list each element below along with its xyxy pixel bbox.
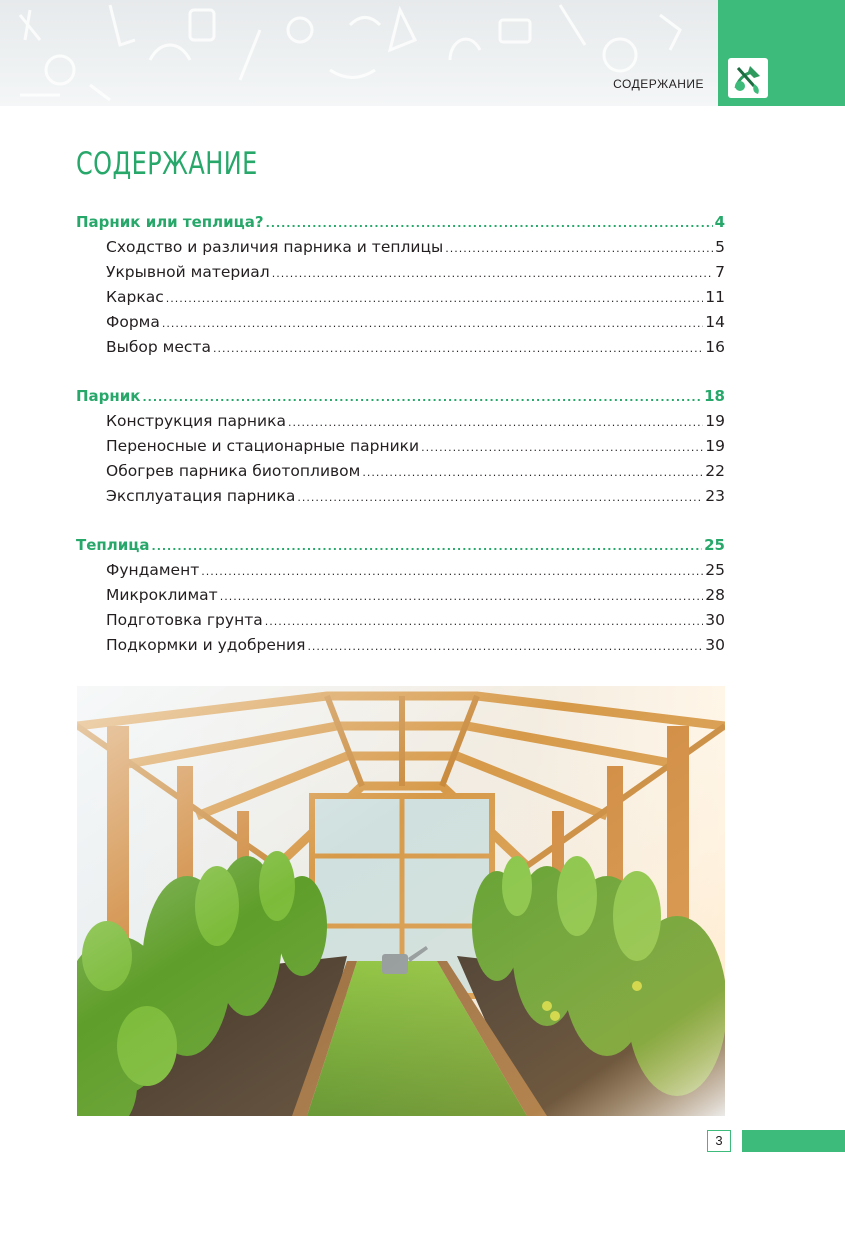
toc-section [76,536,725,661]
toc-entry-title: Подготовка грунта [106,611,263,629]
page-number: 3 [707,1130,731,1152]
garden-tools-pattern [0,0,718,106]
toc-entry-title: Конструкция парника [106,412,286,430]
toc-entry[interactable] [76,487,725,512]
toc-entry[interactable] [76,313,725,338]
toc-entry-page: 19 [705,437,725,455]
toc-entry-page: 7 [715,263,725,281]
toc-entry-page: 23 [705,487,725,505]
toc-entry-page: 19 [705,412,725,430]
toc-entry-title: Укрывной материал [106,263,270,281]
toc-entry-title: Обогрев парника биотопливом [106,462,361,480]
table-of-contents [76,213,725,685]
toc-entry-page: 5 [715,238,725,256]
dot-leader [307,640,703,653]
toc-entry[interactable] [76,263,725,288]
running-header-title: СОДЕРЖАНИЕ [613,77,704,91]
dot-leader [142,391,702,404]
toc-entry-page: 4 [714,213,725,231]
dot-leader [297,491,703,504]
toc-entry-page: 11 [705,288,725,306]
dot-leader [272,267,713,280]
toc-entry-page: 30 [705,636,725,654]
footer-accent-block [742,1130,845,1152]
toc-entry-main[interactable] [76,536,725,561]
toc-entry-title: Микроклимат [106,586,218,604]
toc-entry-title: Переносные и стационарные парники [106,437,420,455]
toc-entry-title: Форма [106,313,160,331]
toc-entry-title: Эксплуатация парника [106,487,296,505]
dot-leader [362,466,703,479]
dot-leader [266,217,713,230]
dot-leader [265,615,704,628]
toc-entry-page: 14 [705,313,725,331]
toc-entry[interactable] [76,338,725,363]
toc-entry[interactable] [76,561,725,586]
toc-entry-title: Фундамент [106,561,200,579]
toc-entry[interactable] [76,238,725,263]
toc-entry-title: Парник или теплица? [76,213,264,231]
garden-tools-icon [728,58,768,98]
toc-entry-page: 18 [704,387,725,405]
toc-entry-page: 25 [704,536,725,554]
dot-leader [421,441,703,454]
toc-section [76,387,725,512]
greenhouse-photo [77,686,725,1116]
toc-section [76,213,725,363]
toc-entry-main[interactable] [76,387,725,412]
toc-entry-title: Теплица [76,536,150,554]
dot-leader [152,540,703,553]
header-band [0,0,718,106]
toc-entry[interactable] [76,288,725,313]
toc-entry-title: Каркас [106,288,164,306]
toc-entry[interactable] [76,586,725,611]
toc-entry[interactable] [76,611,725,636]
toc-entry-title: Сходство и различия парника и теплицы [106,238,444,256]
garden-logo [728,58,768,98]
toc-entry-title: Выбор места [106,338,211,356]
toc-entry[interactable] [76,437,725,462]
dot-leader [445,242,713,255]
dot-leader [288,416,703,429]
greenhouse-illustration [77,686,725,1116]
toc-entry-page: 25 [705,561,725,579]
dot-leader [201,565,703,578]
toc-entry-title: Парник [76,387,141,405]
toc-entry-page: 16 [705,338,725,356]
toc-entry-page: 30 [705,611,725,629]
toc-entry-page: 22 [705,462,725,480]
page-title: СОДЕРЖАНИЕ [76,146,258,182]
dot-leader [162,317,703,330]
toc-entry[interactable] [76,412,725,437]
toc-entry-main[interactable] [76,213,725,238]
dot-leader [220,590,704,603]
header-accent-block [718,0,845,106]
toc-entry-page: 28 [705,586,725,604]
toc-entry-title: Подкормки и удобрения [106,636,306,654]
dot-leader [166,292,704,305]
dot-leader [213,342,703,355]
toc-entry[interactable] [76,636,725,661]
toc-entry[interactable] [76,462,725,487]
